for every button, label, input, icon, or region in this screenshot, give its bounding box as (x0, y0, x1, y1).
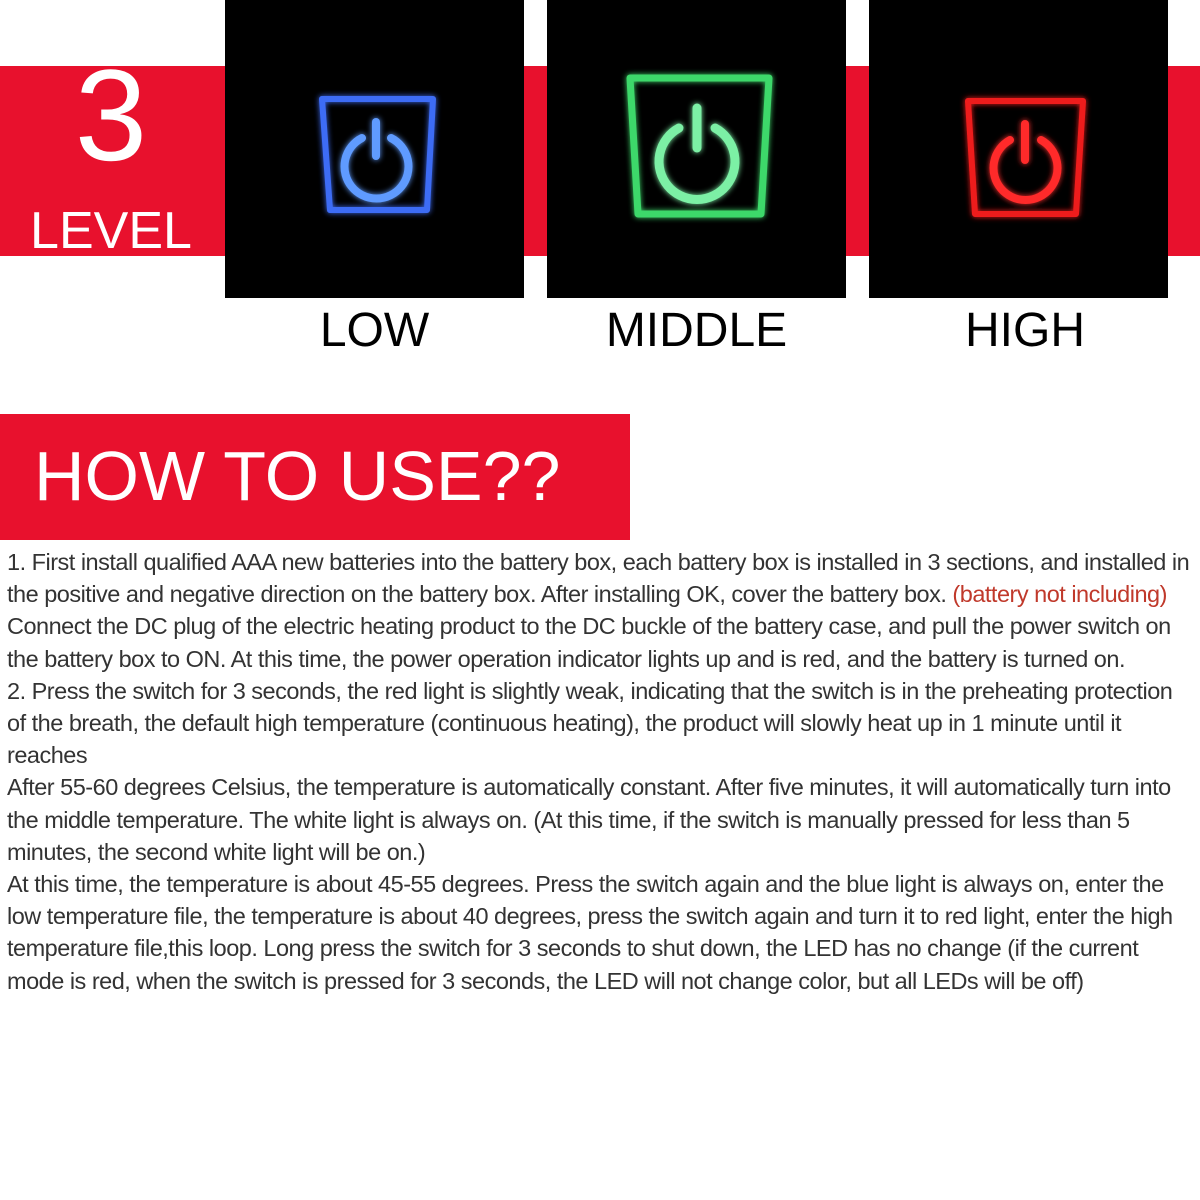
instructions-text (7, 546, 1195, 997)
instruction-step-1 (7, 546, 1195, 610)
middle-level-label: MIDDLE (605, 304, 788, 357)
middle-level-panel (547, 0, 846, 298)
instruction-temperature: After 55-60 degrees Celsius, the temperature is automatically constant. After five minutes, it will automatically turn into the middle temperature. The white light is always on. (At this time, if the switch is manually pressed for less than 5 minutes, the second white light will be on.) (7, 774, 1171, 865)
high-level-panel (869, 0, 1168, 298)
how-to-use-title: HOW TO USE?? (34, 437, 561, 515)
step1-text: 1. First install qualified AAA new batteries into the battery box, each battery box is installed in 3 sections, and installed in the positive and negative direction on the battery box. After installing OK, cover the battery box. (7, 549, 1190, 608)
instruction-step-2: 2. Press the switch for 3 seconds, the red light is slightly weak, indicating that the switch is in the preheating protection of the breath, the default high temperature (continuous heating), the product will slowly heat up in 1 minute until it reaches (7, 677, 1173, 769)
instruction-loop: At this time, the temperature is about 45-55 degrees. Press the switch again and the blue light is always on, enter the low temperature file, the temperature is about 40 degrees, press the switch again and turn it to red light, enter the high temperature file,this loop. Long press the switch for 3 seconds to shut down, the LED has no change (if the current mode is red, when the switch is pressed for 3 seconds, the LED will not change color, but all LEDs will be off) (7, 871, 1173, 994)
power-icon (225, 0, 524, 298)
instruction-connect: Connect the DC plug of the electric heating product to the DC buckle of the battery case, and pull the power switch on the battery box to ON. At this time, the power operation indicator lights up and is red, and the battery is turned on. (7, 613, 1171, 672)
level-count: 3 (74, 42, 148, 188)
power-icon (869, 0, 1168, 298)
battery-note: (battery not including) (952, 581, 1167, 608)
low-level-label: LOW (319, 304, 430, 357)
high-level-label: HIGH (965, 304, 1085, 357)
low-level-panel (225, 0, 524, 298)
power-icon (547, 0, 846, 298)
how-to-use-banner (0, 414, 630, 540)
level-word: LEVEL (30, 202, 192, 260)
